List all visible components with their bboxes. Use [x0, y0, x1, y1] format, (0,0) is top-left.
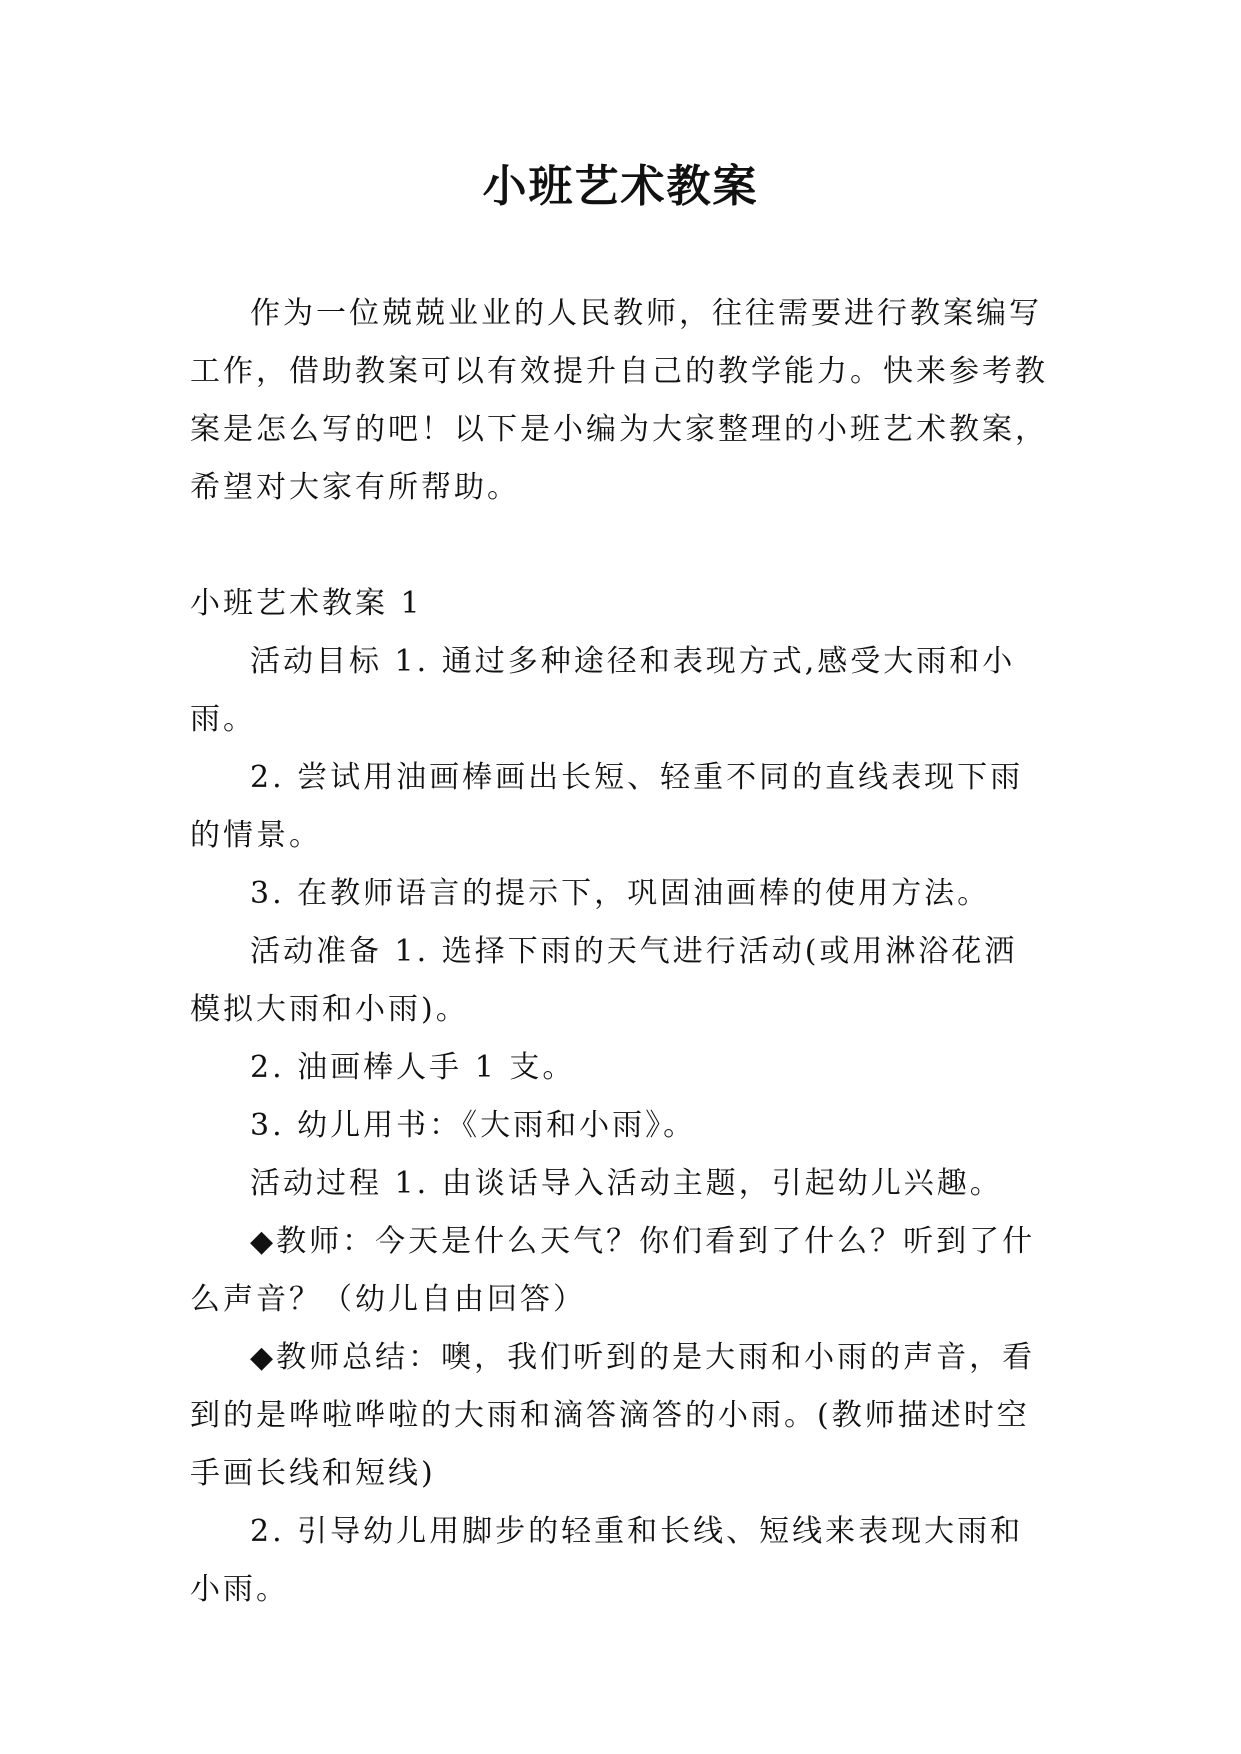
section-heading: 小班艺术教案 1 [190, 586, 423, 621]
paragraph-activity-goal-3: 3. 在教师语言的提示下，巩固油画棒的使用方法。 [250, 876, 991, 911]
intro-paragraph: 作为一位兢兢业业的人民教师，往往需要进行教案编写工作，借助教案可以有效提升自己的教学能力。快来参考教案是怎么写的吧！以下是小编为大家整理的小班艺术教案，希望对大家有所帮助。 [190, 296, 1048, 505]
paragraph-preparation-1: 活动准备 1. 选择下雨的天气进行活动(或用淋浴花洒模拟大雨和小雨)。 [190, 934, 1018, 1027]
paragraph-activity-goal-2: 2. 尝试用油画棒画出长短、轻重不同的直线表现下雨的情景。 [190, 760, 1024, 853]
paragraph-teacher-summary: ◆教师总结：噢，我们听到的是大雨和小雨的声音，看到的是哗啦哗啦的大雨和滴答滴答的小雨。(教师描述时空手画长线和短线) [190, 1340, 1036, 1491]
document-title: 小班艺术教案 [482, 161, 759, 212]
paragraph-activity-goal-1: 活动目标 1. 通过多种途径和表现方式,感受大雨和小雨。 [190, 644, 1016, 737]
paragraph-gap [190, 517, 1050, 575]
document-body [190, 285, 1050, 1619]
paragraph-teacher-question: ◆教师：今天是什么天气？你们看到了什么？听到了什么声音？（幼儿自由回答） [190, 1224, 1036, 1317]
paragraph-preparation-2: 2. 油画棒人手 1 支。 [250, 1050, 576, 1085]
paragraph-process-1: 活动过程 1. 由谈话导入活动主题，引起幼儿兴趣。 [250, 1166, 1003, 1201]
paragraph-preparation-3: 3. 幼儿用书：《大雨和小雨》。 [250, 1108, 697, 1143]
paragraph-process-2: 2. 引导幼儿用脚步的轻重和长线、短线来表现大雨和小雨。 [190, 1514, 1024, 1607]
